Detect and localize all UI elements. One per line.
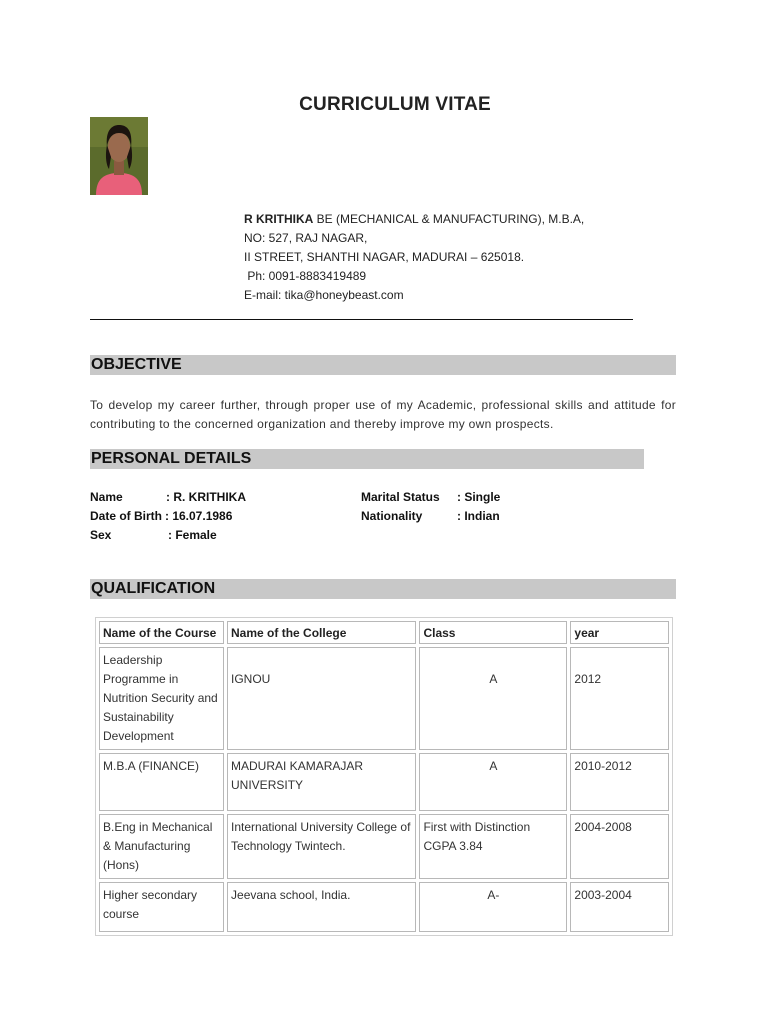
dob-label: Date of Birth: [90, 509, 162, 523]
document-title: CURRICULUM VITAE: [299, 94, 491, 115]
name-value: : R. KRITHIKA: [166, 490, 246, 504]
marital-status-label: Marital Status: [361, 490, 440, 504]
address-line-1: NO: 527, RAJ NAGAR,: [244, 231, 368, 245]
degrees: BE (MECHANICAL & MANUFACTURING), M.B.A,: [313, 212, 585, 226]
objective-text: To develop my career further, through proper use of my Academic, professional skills and attitude for contributing to the concerned organization and thereby improve my own prospects.: [90, 398, 676, 431]
dob-value: : 16.07.1986: [165, 509, 233, 523]
class-cell: A: [419, 753, 567, 811]
nationality-label: Nationality: [361, 509, 423, 523]
table-row: [99, 814, 669, 879]
college-cell: Jeevana school, India.: [227, 882, 416, 932]
phone: Ph: 0091-8883419489: [244, 269, 367, 283]
candidate-name: R KRITHIKA: [244, 212, 314, 226]
personal-details-heading: PERSONAL DETAILS: [90, 449, 644, 469]
personal-details-left: [90, 488, 246, 545]
marital-status-value: : Single: [457, 490, 501, 504]
nationality-value: : Indian: [457, 509, 500, 523]
college-cell: International University College of Technology Twintech.: [227, 814, 416, 879]
college-cell: IGNOU: [227, 647, 416, 750]
column-header-college: Name of the College: [227, 621, 416, 644]
objective-heading: OBJECTIVE: [90, 355, 676, 375]
qualification-table: [95, 617, 673, 936]
course-cell: B.Eng in Mechanical & Manufacturing (Hons): [99, 814, 224, 879]
column-header-year: year: [570, 621, 669, 644]
table-header-row: [99, 621, 669, 644]
qualification-heading: QUALIFICATION: [90, 579, 676, 599]
year-cell: 2010-2012: [570, 753, 669, 811]
table-row: [99, 753, 669, 811]
header-divider: [90, 319, 633, 320]
class-cell: First with Distinction CGPA 3.84: [419, 814, 567, 879]
table-row: [99, 882, 669, 932]
contact-block: [244, 210, 584, 305]
course-cell: Leadership Programme in Nutrition Security and Sustainability Development: [99, 647, 224, 750]
column-header-course: Name of the Course: [99, 621, 224, 644]
year-cell: 2004-2008: [570, 814, 669, 879]
year-cell: 2012: [570, 647, 669, 750]
column-header-class: Class: [419, 621, 567, 644]
sex-value: : Female: [168, 528, 217, 542]
class-cell: A: [419, 647, 567, 750]
name-label: Name: [90, 490, 123, 504]
profile-photo: [90, 117, 148, 195]
course-cell: Higher secondary course: [99, 882, 224, 932]
college-cell: MADURAI KAMARAJAR UNIVERSITY: [227, 753, 416, 811]
name-degrees-line: [244, 210, 584, 229]
year-cell: 2003-2004: [570, 882, 669, 932]
course-cell: M.B.A (FINANCE): [99, 753, 224, 811]
email: E-mail: tika@honeybeast.com: [244, 288, 404, 302]
address-line-2: II STREET, SHANTHI NAGAR, MADURAI – 625018.: [244, 250, 525, 264]
class-cell: A-: [419, 882, 567, 932]
sex-label: Sex: [90, 528, 112, 542]
personal-details-right: [361, 488, 500, 526]
table-row: [99, 647, 669, 750]
